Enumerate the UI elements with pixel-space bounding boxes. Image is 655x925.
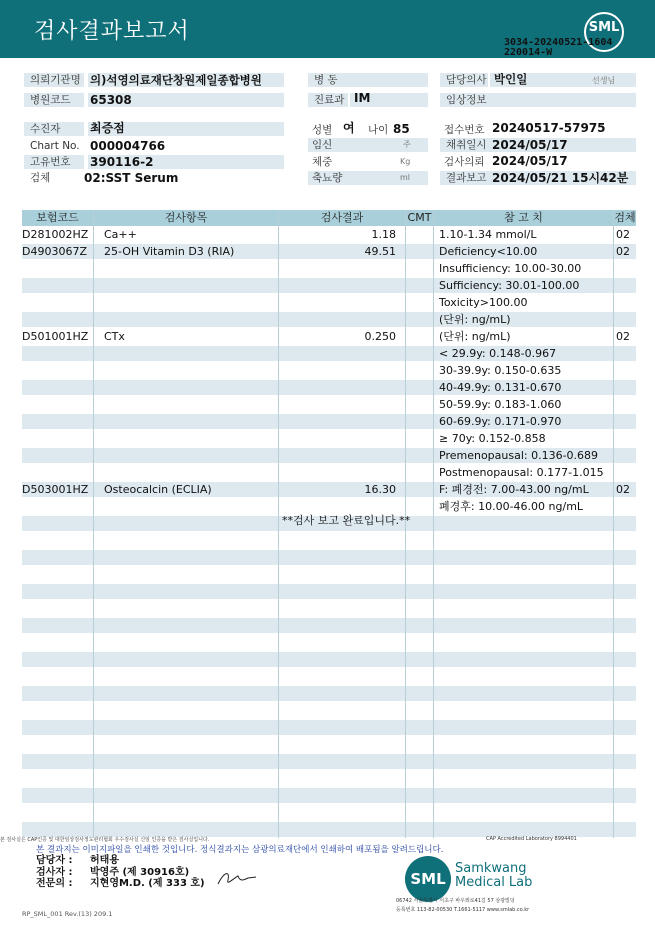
cell-reference: Postmenopausal: 0.177-1.015 <box>439 466 604 479</box>
cell-item: Ca++ <box>104 228 137 241</box>
inspector-name: 박영주 (제 30916호) <box>90 867 190 878</box>
request-label: 검사의뢰 <box>444 156 485 168</box>
table-row <box>22 380 636 395</box>
chart-label: Chart No. <box>30 140 80 152</box>
urine-label: 축뇨량 <box>312 172 343 184</box>
signature-icon <box>214 868 260 888</box>
table-row <box>22 567 636 582</box>
table-row <box>22 244 636 259</box>
lab-address: 06742 서울특별시 서초구 바우뫼로41길 57 삼광빌딩 <box>396 898 515 904</box>
cell-item: CTx <box>104 330 125 343</box>
age-value: 85 <box>393 122 410 136</box>
table-row <box>22 533 636 548</box>
id-label: 고유번호 <box>24 155 84 169</box>
table-row <box>22 312 636 327</box>
ward-label: 병 동 <box>308 73 400 87</box>
document-number: 3034-20240521-1604 220014-W <box>504 37 613 58</box>
col-item-header: 검사항목 <box>94 210 278 226</box>
table-row <box>22 261 636 276</box>
hospital-name: 의)석영의료재단창원제일종합병원 <box>90 73 262 87</box>
cell-reference: Insufficiency: 10.00-30.00 <box>439 262 582 275</box>
preg-unit: 주 <box>403 140 411 149</box>
specialist-name: 지현영M.D. (제 333 호) <box>90 878 205 889</box>
cell-reference: Deficiency<10.00 <box>439 245 538 258</box>
age-label: 나이 <box>368 124 389 136</box>
specimen-label: 검체 <box>30 172 51 184</box>
cell-reference: 폐경후: 10.00-46.00 ng/mL <box>439 500 584 513</box>
specimen-value: 02:SST Serum <box>84 171 179 185</box>
table-row <box>22 737 636 752</box>
hospital-code: 65308 <box>90 93 132 107</box>
col-spec-header: 검체 <box>614 211 636 224</box>
cell-reference: F: 폐경전: 7.00-43.00 ng/mL <box>439 483 589 496</box>
cell-code: D4903067Z <box>22 245 87 258</box>
cell-reference: < 29.9y: 0.148-0.967 <box>439 347 557 360</box>
cell-result: 1.18 <box>371 228 396 241</box>
specialist-label: 전문의 : <box>36 878 73 889</box>
cell-result: 0.250 <box>364 330 396 343</box>
id-value: 390116-2 <box>90 155 154 169</box>
cell-reference: 40-49.9y: 0.131-0.670 <box>439 381 562 394</box>
patient-name: 최증점 <box>90 121 125 135</box>
table-row <box>22 329 636 344</box>
cell-reference: Premenopausal: 0.136-0.689 <box>439 449 599 462</box>
manager-label: 담당자 : <box>36 855 73 866</box>
inspector-label: 검사자 : <box>36 867 73 878</box>
table-row <box>22 822 636 837</box>
cell-reference: 60-69.9y: 0.171-0.970 <box>439 415 562 428</box>
urine-unit: ml <box>400 173 411 182</box>
lab-contact: 등록번호 113-82-00530 T.1661-5117 www.smlab.co.kr <box>396 907 530 913</box>
cell-reference: 1.10-1.34 mmol/L <box>439 228 537 241</box>
lab-name: Samkwang Medical Lab <box>455 861 533 890</box>
report-complete-note: **검사 보고 완료입니다.** <box>282 514 411 527</box>
sex-value: 여 <box>343 121 355 135</box>
report-title: 검사결과보고서 <box>34 19 190 44</box>
collect-label: 채취일시 <box>440 138 636 152</box>
sml-logo-text: SML <box>588 20 620 35</box>
col-code-header: 보험코드 <box>22 210 93 226</box>
sex-label: 성별 <box>312 124 333 136</box>
cell-result: 16.30 <box>364 483 396 496</box>
cell-reference: Toxicity>100.00 <box>439 296 528 309</box>
preg-label: 임신 <box>312 139 333 151</box>
table-row <box>22 482 636 497</box>
table-row <box>22 397 636 412</box>
cell-reference: 50-59.9y: 0.183-1.060 <box>439 398 562 411</box>
clinical-label: 임상정보 <box>440 93 636 107</box>
cell-code: D501001HZ <box>22 330 89 343</box>
table-row <box>22 465 636 480</box>
form-code: RP_SML_001 Rev.(13) 209.1 <box>22 910 113 918</box>
cell-item: 25-OH Vitamin D3 (RIA) <box>104 245 235 258</box>
cell-specimen: 02 <box>616 228 630 241</box>
accreditation-text: 본 검사실은 CAP인증 및 대한임상검사정도관리협회 우수검사실 신임 인증을 받은 검사실입니다. <box>0 837 210 843</box>
cell-specimen: 02 <box>616 245 630 258</box>
table-row <box>22 499 636 514</box>
cell-item: Osteocalcin (ECLIA) <box>104 483 212 496</box>
table-row <box>22 652 636 667</box>
request-value: 2024/05/17 <box>492 154 568 168</box>
table-row <box>22 601 636 616</box>
cell-specimen: 02 <box>616 330 630 343</box>
cell-specimen: 02 <box>616 483 630 496</box>
cell-reference: ≥ 70y: 0.152-0.858 <box>439 432 546 445</box>
table-row <box>22 669 636 684</box>
patient-label: 수진자 <box>24 122 84 136</box>
table-row <box>22 363 636 378</box>
table-row <box>22 584 636 599</box>
table-row <box>22 754 636 769</box>
collect-value: 2024/05/17 <box>492 138 568 152</box>
weight-label: 체중 <box>312 156 333 168</box>
chart-no: 000004766 <box>90 139 166 153</box>
table-row <box>22 227 636 242</box>
cell-reference: (단위: ng/mL) <box>439 313 511 326</box>
cell-reference: Sufficiency: 30.01-100.00 <box>439 279 580 292</box>
dept-label: 진료과 <box>308 93 348 107</box>
table-row <box>22 295 636 310</box>
table-row <box>22 703 636 718</box>
table-row <box>22 431 636 446</box>
table-row <box>22 720 636 735</box>
col-result-header: 검사결과 <box>279 210 405 226</box>
receipt-value: 20240517-57975 <box>492 121 606 135</box>
table-row <box>22 618 636 633</box>
cell-reference: 30-39.9y: 0.150-0.635 <box>439 364 562 377</box>
doctor-name: 박인일 <box>494 72 528 86</box>
dept-value: IM <box>354 91 371 105</box>
hospital-label: 의뢰기관명 <box>24 73 84 87</box>
code-label: 병원코드 <box>24 93 84 107</box>
doctor-label: 담당의사 <box>440 73 488 87</box>
samkwang-logo-text: SML <box>410 870 446 888</box>
cell-code: D281002HZ <box>22 228 89 241</box>
table-row <box>22 771 636 786</box>
table-row <box>22 278 636 293</box>
cap-text: CAP Accredited Laboratory 8994401 <box>486 836 577 842</box>
cell-result: 49.51 <box>364 245 396 258</box>
cell-code: D503001HZ <box>22 483 89 496</box>
doctor-suffix: 선생님 <box>592 76 616 85</box>
table-row <box>22 346 636 361</box>
cell-reference: (단위: ng/mL) <box>439 330 511 343</box>
image-notice: 본 결과지는 이미지파일을 인쇄한 것입니다. 정식결과지는 삼광의료재단에서 인쇄하여 배포됨을 알려드립니다. <box>36 845 444 855</box>
col-ref-header: 참 고 치 <box>434 210 613 226</box>
report-value: 2024/05/21 15시42분 <box>492 171 629 185</box>
manager-name: 허태용 <box>90 855 119 866</box>
table-row <box>22 788 636 803</box>
weight-unit: Kg <box>400 157 411 166</box>
table-row <box>22 448 636 463</box>
table-row <box>22 805 636 820</box>
table-row <box>22 686 636 701</box>
table-row <box>22 414 636 429</box>
report-label: 결과보고 <box>440 171 636 185</box>
col-cmt-header: CMT <box>407 211 432 224</box>
receipt-label: 접수번호 <box>444 124 485 136</box>
table-row <box>22 550 636 565</box>
table-row <box>22 635 636 650</box>
